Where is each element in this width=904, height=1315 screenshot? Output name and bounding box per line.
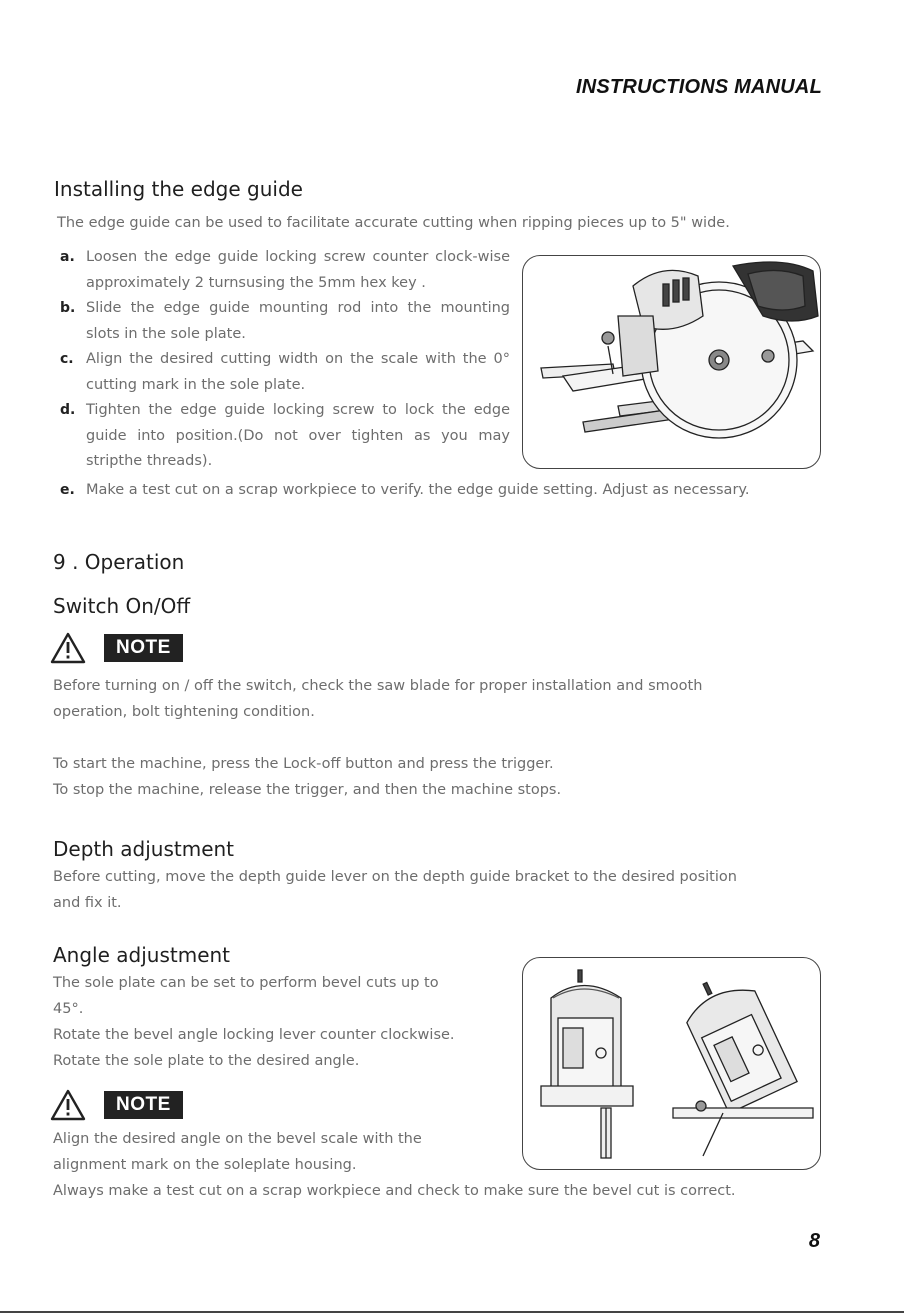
step-c — [60, 347, 510, 398]
circular-saw-edge-guide-drawing — [523, 256, 820, 468]
angle-heading: Angle adjustment — [53, 943, 231, 967]
switch-note — [50, 632, 183, 664]
step-b — [60, 296, 510, 347]
operation-heading: 9 . Operation — [53, 550, 185, 574]
angle-final-note: Always make a test cut on a scrap workpiece and check to make sure the bevel cut is correct. — [53, 1183, 736, 1199]
edge-guide-heading: Installing the edge guide — [54, 177, 303, 201]
step-letter: e. — [60, 482, 75, 498]
page-number: 8 — [808, 1230, 820, 1252]
angle-note-line-1: Align the desired angle on the bevel scale with the — [53, 1131, 422, 1147]
warning-triangle-icon — [50, 1089, 86, 1121]
manual-title: INSTRUCTIONS MANUAL — [575, 76, 822, 98]
angle-line-2: 45°. — [53, 1001, 84, 1017]
step-letter: d. — [60, 402, 76, 418]
step-letter: a. — [60, 249, 75, 265]
depth-line-1: Before cutting, move the depth guide lever on the depth guide bracket to the desired position — [53, 869, 737, 885]
step-letter: c. — [60, 351, 74, 367]
depth-line-2: and fix it. — [53, 895, 122, 911]
step-text: Slide the edge guide mounting rod into the mounting slots in the sole plate. — [86, 300, 510, 342]
bevel-saw-drawing — [523, 958, 820, 1169]
warning-triangle-icon — [50, 632, 86, 664]
angle-line-4: Rotate the sole plate to the desired angle. — [53, 1053, 360, 1069]
angle-note-line-2: alignment mark on the soleplate housing. — [53, 1157, 357, 1173]
step-text: Loosen the edge guide locking screw counter clock-wise approximately 2 turnsusing the 5mm hex key . — [86, 249, 510, 291]
step-a — [60, 245, 510, 296]
edge-guide-steps — [60, 245, 510, 475]
step-letter: b. — [60, 300, 76, 316]
depth-heading: Depth adjustment — [53, 837, 235, 861]
start-instruction: To start the machine, press the Lock-off button and press the trigger. — [53, 756, 554, 772]
switch-note-line-2: operation, bolt tightening condition. — [53, 704, 315, 720]
stop-instruction: To stop the machine, release the trigger, and then the machine stops. — [53, 782, 562, 798]
step-e — [60, 478, 850, 504]
angle-line-1: The sole plate can be set to perform bevel cuts up to — [53, 975, 439, 991]
step-text: Align the desired cutting width on the scale with the 0° cutting mark in the sole plate. — [86, 351, 510, 393]
edge-guide-illustration — [522, 255, 821, 469]
step-text: Tighten the edge guide locking screw to lock the edge guide into position.(Do not over tighten as you may stripthe threads). — [86, 402, 510, 469]
angle-note — [50, 1089, 183, 1121]
bottom-rule — [0, 1311, 904, 1313]
switch-heading: Switch On/Off — [53, 594, 191, 618]
step-d — [60, 398, 510, 475]
bevel-angle-illustration — [522, 957, 821, 1170]
note-badge: NOTE — [104, 1091, 183, 1119]
step-text: Make a test cut on a scrap workpiece to verify. the edge guide setting. Adjust as necessary. — [86, 482, 750, 498]
edge-guide-intro: The edge guide can be used to facilitate accurate cutting when ripping pieces up to 5" wide. — [57, 215, 730, 231]
angle-line-3: Rotate the bevel angle locking lever counter clockwise. — [53, 1027, 455, 1043]
switch-note-line-1: Before turning on / off the switch, check the saw blade for proper installation and smooth — [53, 678, 703, 694]
note-badge: NOTE — [104, 634, 183, 662]
